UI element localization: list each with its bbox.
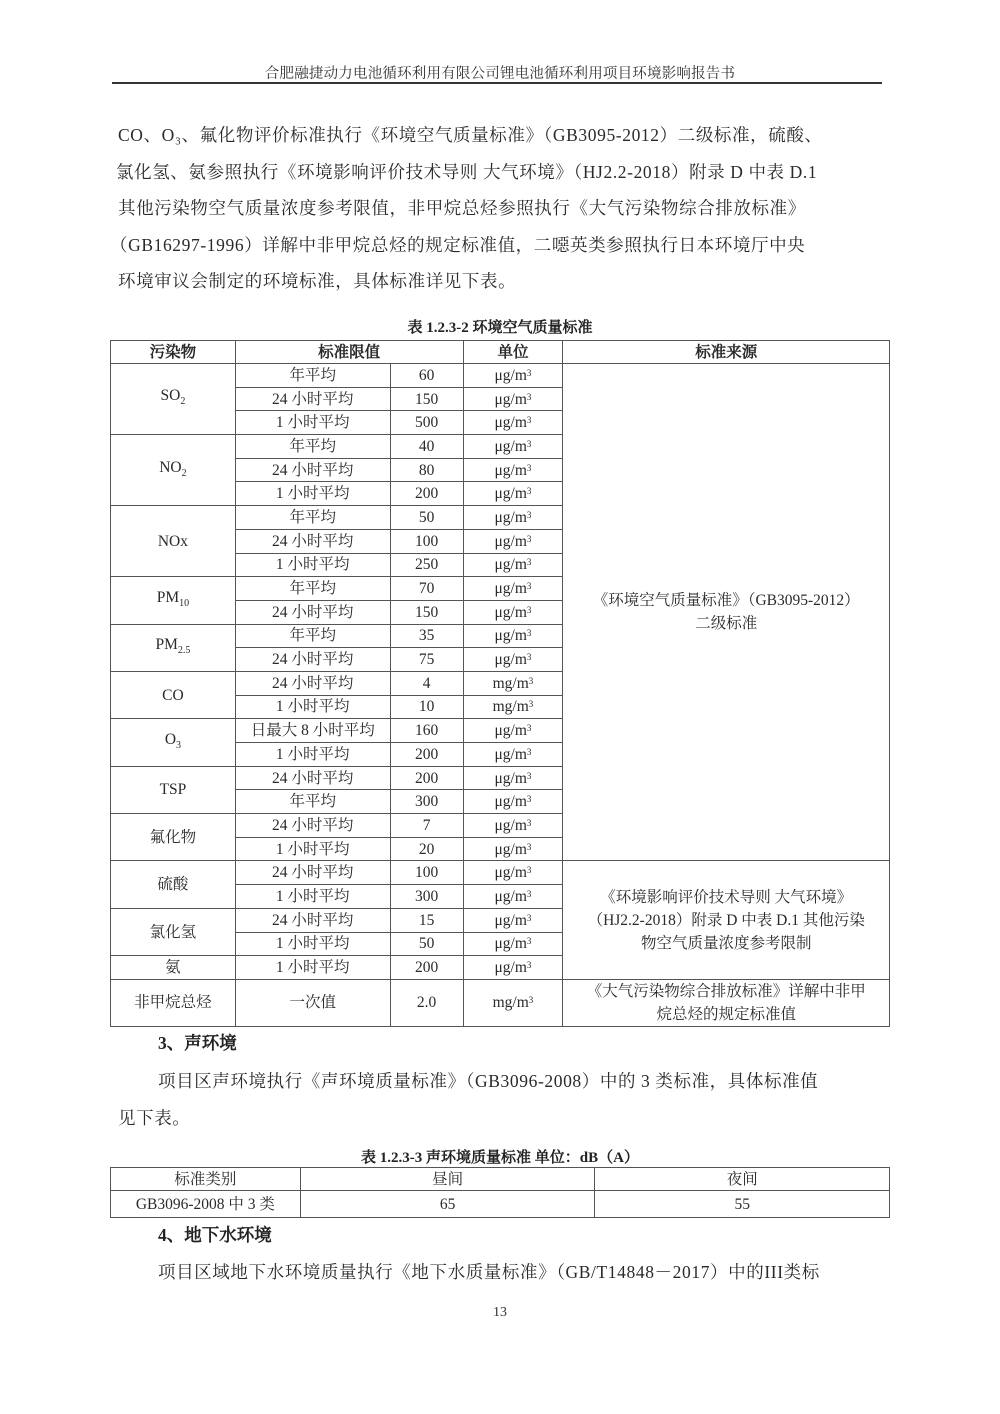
cell-unit	[463, 956, 563, 980]
source-line: 物空气质量浓度参考限制	[640, 934, 812, 952]
unit-exponent: 3	[528, 995, 534, 1006]
cell-unit	[463, 458, 563, 482]
unit-exponent: 3	[526, 557, 532, 568]
cell-source	[563, 861, 890, 979]
cell-pollutant	[111, 956, 236, 980]
unit-exponent: 3	[526, 936, 532, 947]
cell-period: 1 小时平均	[235, 695, 390, 719]
cell-value: 100	[390, 529, 463, 553]
cell-period: 一次值	[235, 979, 390, 1026]
cell-unit	[463, 766, 563, 790]
text-line: 其他污染物空气质量浓度参考限值，非甲烷总烃参照执行《大气污染物综合排放标准》	[118, 198, 806, 218]
cell-period: 24 小时平均	[235, 458, 390, 482]
unit-base: μg/m	[494, 793, 527, 811]
cell-unit	[463, 837, 563, 861]
cell-day: 65	[300, 1191, 595, 1218]
unit-base: μg/m	[494, 485, 527, 503]
unit-exponent: 3	[526, 604, 532, 615]
page-number: 13	[493, 1305, 507, 1320]
cell-period: 年平均	[235, 624, 390, 648]
cell-value: 60	[390, 364, 463, 388]
unit-base: mg/m	[492, 674, 529, 692]
source-line: 二级标准	[695, 615, 758, 633]
cell-pollutant	[111, 671, 236, 718]
unit-base: μg/m	[494, 437, 527, 455]
unit-base: μg/m	[494, 816, 527, 834]
pollutant-name: TSP	[159, 781, 187, 799]
cell-value: 10	[390, 695, 463, 719]
table-row	[111, 861, 890, 885]
cell-value: 4	[390, 671, 463, 695]
cell-period: 1 小时平均	[235, 553, 390, 577]
cell-unit	[463, 979, 563, 1026]
cell-value: 15	[390, 908, 463, 932]
cell-unit	[463, 885, 563, 909]
cell-value: 2.0	[390, 979, 463, 1026]
cell-category: GB3096-2008 中 3 类	[111, 1191, 301, 1218]
cell-pollutant	[111, 766, 236, 813]
cell-unit	[463, 743, 563, 767]
text-line: 氯化氢、氨参照执行《环境影响评价技术导则 大气环境》（HJ2.2-2018）附录 D 中表 D.1	[116, 161, 818, 182]
pollutant-name: PM	[155, 636, 178, 654]
groundwater-paragraph	[158, 1254, 898, 1291]
unit-base: μg/m	[494, 556, 527, 574]
unit-exponent: 3	[528, 675, 534, 686]
cell-value: 50	[390, 506, 463, 530]
cell-value: 70	[390, 577, 463, 601]
header-day: 昼间	[300, 1168, 595, 1191]
unit-base: μg/m	[494, 769, 527, 787]
unit-exponent: 3	[526, 770, 532, 781]
intro-paragraph	[110, 117, 888, 300]
pollutant-name: NOx	[157, 532, 188, 550]
cell-unit	[463, 719, 563, 743]
table-header-row	[111, 1168, 890, 1191]
unit-exponent: 3	[526, 746, 532, 757]
pollutant-name: CO	[162, 686, 184, 704]
pollutant-name: PM	[156, 588, 180, 606]
cell-unit	[463, 624, 563, 648]
unit-base: μg/m	[494, 651, 527, 669]
cell-source	[563, 979, 890, 1026]
unit-base: μg/m	[494, 864, 527, 882]
cell-period: 年平均	[235, 506, 390, 530]
section-heading-noise: 3、声环境	[158, 1033, 237, 1053]
header-limit: 标准限值	[235, 341, 463, 364]
text-line: CO、O₃、氟化物评价标准执行《环境空气质量标准》（GB3095-2012）二级标准，硫酸、	[118, 125, 823, 145]
running-header: 合肥融捷动力电池循环利用有限公司锂电池循环利用项目环境影响报告书	[264, 66, 736, 82]
unit-base: μg/m	[494, 745, 527, 763]
noise-paragraph	[118, 1063, 888, 1136]
cell-unit	[463, 506, 563, 530]
cell-unit	[463, 790, 563, 814]
pollutant-name: 硫酸	[157, 876, 189, 894]
pollutant-name: 氨	[165, 959, 181, 977]
unit-exponent: 3	[526, 533, 532, 544]
unit-exponent: 3	[526, 438, 532, 449]
cell-unit	[463, 671, 563, 695]
cell-unit	[463, 908, 563, 932]
cell-pollutant	[111, 908, 236, 955]
cell-unit	[463, 553, 563, 577]
cell-value: 200	[390, 743, 463, 767]
unit-exponent: 3	[526, 391, 532, 402]
cell-unit	[463, 861, 563, 885]
table-caption: 表 1.2.3-2 环境空气质量标准	[407, 320, 593, 336]
cell-value: 160	[390, 719, 463, 743]
pollutant-name: SO	[160, 387, 181, 405]
unit-base: μg/m	[494, 911, 527, 929]
cell-period: 年平均	[235, 577, 390, 601]
cell-value: 35	[390, 624, 463, 648]
cell-period: 24 小时平均	[235, 908, 390, 932]
table-row	[111, 1191, 890, 1218]
cell-period: 1 小时平均	[235, 885, 390, 909]
cell-period: 1 小时平均	[235, 932, 390, 956]
unit-exponent: 3	[526, 865, 532, 876]
cell-period: 1 小时平均	[235, 482, 390, 506]
header-night: 夜间	[595, 1168, 890, 1191]
text-line: 项目区声环境执行《声环境质量标准》（GB3096-2008）中的 3 类标准，具体标准值	[158, 1071, 819, 1091]
source-line: 《大气污染物综合排放标准》详解中非甲	[586, 982, 866, 1000]
section-heading-groundwater: 4、地下水环境	[158, 1225, 272, 1245]
cell-unit	[463, 600, 563, 624]
unit-exponent: 3	[526, 486, 532, 497]
text-line: （GB16297-1996）详解中非甲烷总烃的规定标准值，二噁英类参照执行日本环境厅中央	[110, 234, 806, 255]
cell-period: 24 小时平均	[235, 861, 390, 885]
noise-standard-table	[110, 1167, 890, 1218]
cell-unit	[463, 482, 563, 506]
unit-exponent: 3	[526, 912, 532, 923]
cell-period: 24 小时平均	[235, 648, 390, 672]
cell-period: 1 小时平均	[235, 956, 390, 980]
cell-pollutant	[111, 435, 236, 506]
unit-base: μg/m	[494, 603, 527, 621]
cell-pollutant	[111, 979, 236, 1026]
table-caption: 表 1.2.3-3 声环境质量标准 单位：dB（A）	[361, 1150, 639, 1166]
unit-exponent: 3	[526, 509, 532, 520]
cell-unit	[463, 529, 563, 553]
cell-value: 200	[390, 482, 463, 506]
cell-period: 24 小时平均	[235, 766, 390, 790]
cell-period: 1 小时平均	[235, 743, 390, 767]
cell-unit	[463, 932, 563, 956]
cell-period: 24 小时平均	[235, 529, 390, 553]
unit-base: μg/m	[494, 722, 527, 740]
text-line: 见下表。	[118, 1107, 191, 1128]
table-header-row	[111, 341, 890, 364]
pollutant-name: 氟化物	[149, 828, 197, 846]
cell-period: 1 小时平均	[235, 411, 390, 435]
unit-exponent: 3	[526, 415, 532, 426]
unit-exponent: 3	[526, 723, 532, 734]
header-pollutant: 污染物	[111, 341, 236, 364]
cell-pollutant	[111, 861, 236, 908]
pollutant-subscript: 3	[176, 740, 182, 752]
cell-value: 150	[390, 387, 463, 411]
unit-base: μg/m	[494, 390, 527, 408]
pollutant-name: 非甲烷总烃	[134, 994, 212, 1012]
source-line: 《环境空气质量标准》（GB3095-2012）	[592, 592, 860, 610]
unit-exponent: 3	[526, 367, 532, 378]
cell-unit	[463, 577, 563, 601]
unit-exponent: 3	[526, 581, 532, 592]
air-quality-table	[110, 340, 890, 1027]
cell-value: 40	[390, 435, 463, 459]
cell-pollutant	[111, 814, 236, 861]
table-row	[111, 364, 890, 388]
cell-period: 24 小时平均	[235, 387, 390, 411]
cell-unit	[463, 435, 563, 459]
cell-pollutant	[111, 364, 236, 435]
cell-pollutant	[111, 719, 236, 766]
cell-unit	[463, 695, 563, 719]
cell-period: 24 小时平均	[235, 814, 390, 838]
cell-source	[563, 364, 890, 861]
unit-exponent: 3	[526, 652, 532, 663]
pollutant-subscript: 2.5	[177, 645, 191, 657]
cell-night: 55	[595, 1191, 890, 1218]
cell-period: 年平均	[235, 435, 390, 459]
cell-period: 24 小时平均	[235, 600, 390, 624]
header-unit: 单位	[463, 341, 563, 364]
pollutant-name: O	[164, 730, 177, 748]
unit-base: mg/m	[492, 698, 529, 716]
cell-unit	[463, 814, 563, 838]
pollutant-subscript: 2	[181, 467, 187, 479]
pollutant-name: 氯化氢	[149, 923, 197, 941]
header-category: 标准类别	[111, 1168, 301, 1191]
source-line: 《环境影响评价技术导则 大气环境》	[600, 888, 853, 906]
unit-exponent: 3	[526, 794, 532, 805]
cell-value: 300	[390, 790, 463, 814]
cell-unit	[463, 364, 563, 388]
cell-unit	[463, 387, 563, 411]
unit-base: μg/m	[494, 532, 527, 550]
text-line: 项目区域地下水环境质量执行《地下水质量标准》（GB/T14848－2017）中的III类标	[158, 1262, 820, 1282]
cell-value: 7	[390, 814, 463, 838]
unit-base: μg/m	[494, 461, 527, 479]
cell-value: 80	[390, 458, 463, 482]
source-line: 烷总烃的规定标准值	[656, 1005, 796, 1023]
cell-value: 75	[390, 648, 463, 672]
cell-period: 24 小时平均	[235, 671, 390, 695]
unit-base: μg/m	[494, 935, 527, 953]
unit-base: μg/m	[494, 627, 527, 645]
cell-period: 日最大 8 小时平均	[235, 719, 390, 743]
cell-period: 年平均	[235, 790, 390, 814]
unit-base: μg/m	[494, 414, 527, 432]
cell-period: 1 小时平均	[235, 837, 390, 861]
table-row	[111, 979, 890, 1026]
cell-unit	[463, 411, 563, 435]
unit-exponent: 3	[526, 960, 532, 971]
pollutant-subscript: 2	[180, 396, 186, 408]
cell-value: 20	[390, 837, 463, 861]
unit-base: μg/m	[494, 366, 527, 384]
cell-pollutant	[111, 624, 236, 671]
cell-pollutant	[111, 506, 236, 577]
source-line: （HJ2.2-2018）附录 D 中表 D.1 其他污染	[587, 911, 865, 929]
text-line: 环境审议会制定的环境标准，具体标准详见下表。	[118, 271, 517, 291]
unit-base: μg/m	[494, 580, 527, 598]
unit-base: μg/m	[494, 840, 527, 858]
pollutant-name: NO	[159, 458, 182, 476]
unit-exponent: 3	[526, 628, 532, 639]
unit-exponent: 3	[526, 817, 532, 828]
header-source: 标准来源	[563, 341, 890, 364]
cell-period: 年平均	[235, 364, 390, 388]
unit-exponent: 3	[526, 462, 532, 473]
cell-pollutant	[111, 577, 236, 624]
header-rule	[112, 82, 882, 84]
cell-value: 200	[390, 956, 463, 980]
cell-value: 50	[390, 932, 463, 956]
cell-value: 500	[390, 411, 463, 435]
unit-base: mg/m	[492, 994, 529, 1012]
unit-base: μg/m	[494, 959, 527, 977]
unit-exponent: 3	[526, 888, 532, 899]
unit-exponent: 3	[526, 841, 532, 852]
cell-value: 150	[390, 600, 463, 624]
cell-value: 200	[390, 766, 463, 790]
cell-value: 100	[390, 861, 463, 885]
cell-unit	[463, 648, 563, 672]
cell-value: 300	[390, 885, 463, 909]
unit-base: μg/m	[494, 508, 527, 526]
unit-exponent: 3	[528, 699, 534, 710]
pollutant-subscript: 10	[179, 597, 190, 609]
cell-value: 250	[390, 553, 463, 577]
unit-base: μg/m	[494, 887, 527, 905]
